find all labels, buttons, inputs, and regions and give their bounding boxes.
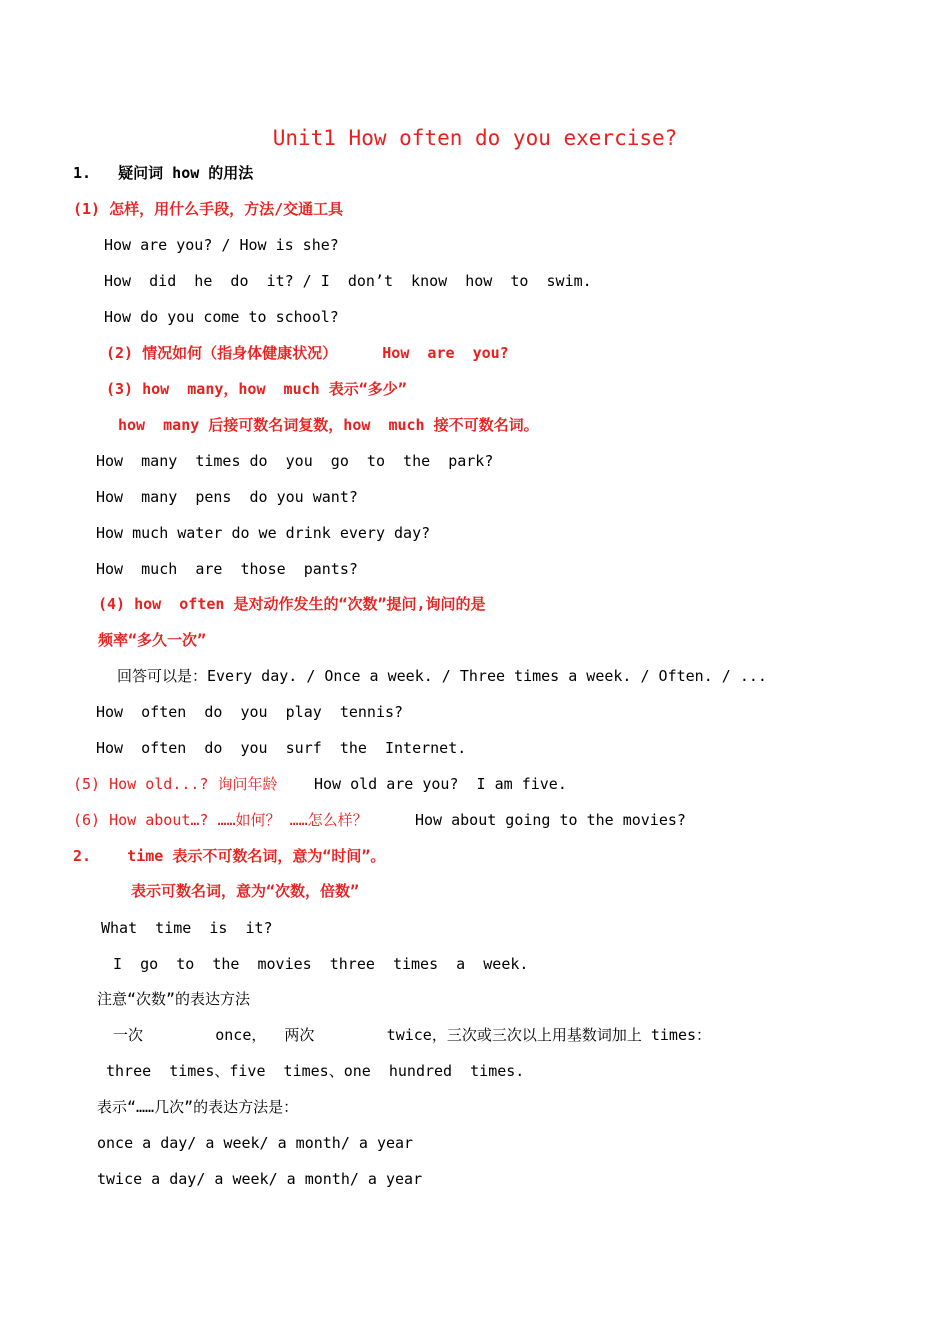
- document-title: Unit1 How often do you exercise?: [272, 126, 678, 150]
- note: 表示可数名词，意为“次数，倍数”: [131, 882, 360, 900]
- subheading: (2) 情况如何（指身体健康状况） How are you?: [106, 344, 509, 362]
- example-sentence: How much are those pants?: [96, 560, 358, 578]
- answer-options: 回答可以是：Every day. / Once a week. / Three times a week. / Often. / ...: [117, 667, 767, 685]
- subheading: (5) How old...? 询问年龄: [73, 775, 278, 793]
- subheading-with-example: [106, 343, 509, 363]
- example-sentence: once a day/ a week/ a month/ a year: [97, 1134, 414, 1152]
- example-sentence: How much water do we drink every day?: [96, 524, 431, 542]
- section-heading: 1. 疑问词 how 的用法: [73, 164, 254, 182]
- example-sentence: How about going to the movies?: [415, 811, 686, 829]
- subheading: (3) how many，how much 表示“多少”: [106, 380, 407, 398]
- note-heading: 表示“……几次”的表达方法是：: [97, 1098, 299, 1116]
- example-sentence: How old are you? I am five.: [314, 775, 567, 793]
- subheading: (6) How about…? ……如何？ ……怎么样？: [73, 811, 368, 829]
- example-sentence: How often do you surf the Internet.: [96, 739, 467, 757]
- subheading: (4) how often 是对动作发生的“次数”提问,询问的是: [98, 595, 486, 613]
- subheading: (1) 怎样，用什么手段，方法/交通工具: [73, 200, 344, 218]
- example-sentence: What time is it?: [101, 919, 273, 937]
- example-sentence: three times、five times、one hundred times.: [106, 1062, 525, 1080]
- note-heading: 注意“次数”的表达方法: [97, 990, 251, 1008]
- example-sentence: I go to the movies three times a week.: [113, 955, 529, 973]
- section-heading: 2. time 表示不可数名词，意为“时间”。: [73, 847, 386, 865]
- example-sentence: How are you? / How is she?: [104, 236, 339, 254]
- note: 一次 once， 两次 twice，三次或三次以上用基数词加上 times：: [113, 1026, 712, 1044]
- example-sentence: How did he do it? / I don’t know how to swim.: [104, 272, 592, 290]
- example-sentence: How often do you play tennis?: [96, 703, 404, 721]
- note: how many 后接可数名词复数，how much 接不可数名词。: [118, 416, 539, 434]
- example-sentence: How many times do you go to the park?: [96, 452, 494, 470]
- example-sentence: How do you come to school?: [104, 308, 339, 326]
- example-sentence: How many pens do you want?: [96, 488, 358, 506]
- subheading-continued: 频率“多久一次”: [98, 631, 207, 649]
- example-sentence: twice a day/ a week/ a month/ a year: [97, 1170, 423, 1188]
